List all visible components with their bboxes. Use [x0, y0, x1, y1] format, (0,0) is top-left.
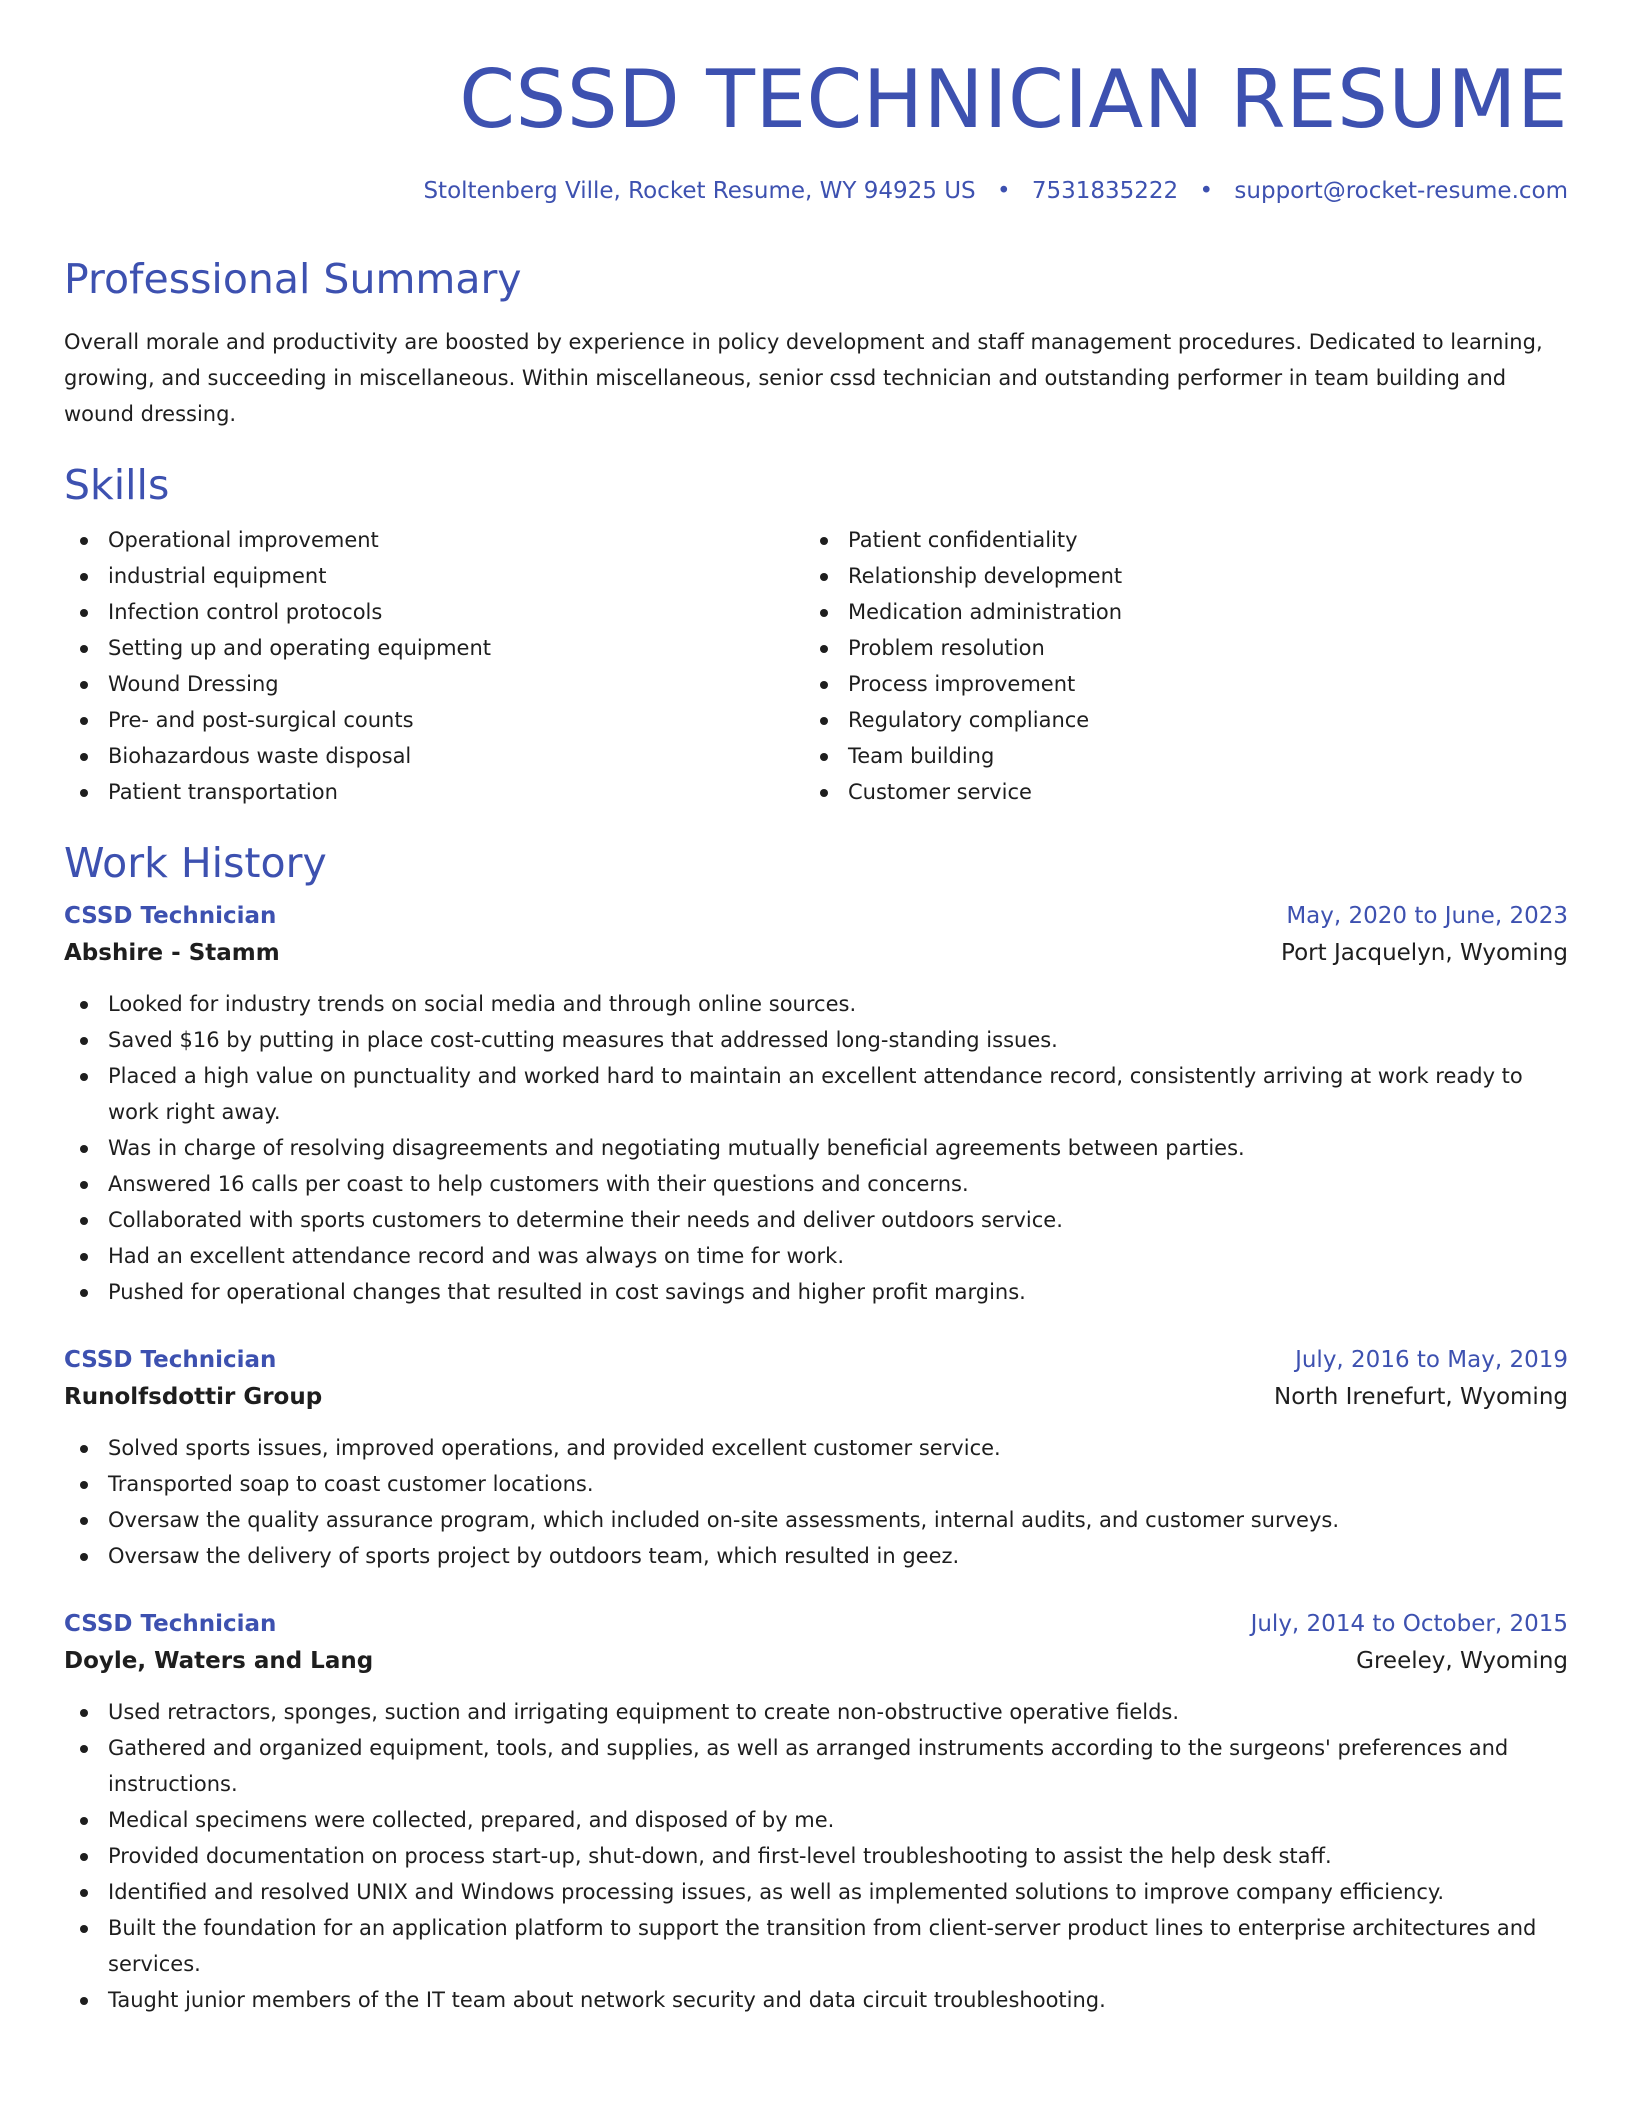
skill-item: Pre- and post-surgical counts [64, 702, 804, 738]
job-bullet: Pushed for operational changes that resulted in cost savings and higher profit margins. [64, 1274, 1568, 1310]
job-bullet: Taught junior members of the IT team about network security and data circuit troubleshooting. [64, 1982, 1568, 2018]
skill-item: Patient transportation [64, 774, 804, 810]
contact-line [64, 176, 1568, 206]
contact-email[interactable]: support@rocket-resume.com [1234, 178, 1568, 204]
skill-item: Setting up and operating equipment [64, 630, 804, 666]
job-header [64, 898, 1568, 934]
job-bullet: Solved sports issues, improved operations, and provided excellent customer service. [64, 1430, 1568, 1466]
contact-separator: • [996, 178, 1011, 204]
job-entry [64, 1342, 1568, 1574]
job-bullet: Transported soap to coast customer locations. [64, 1466, 1568, 1502]
job-bullet: Medical specimens were collected, prepared, and disposed of by me. [64, 1802, 1568, 1838]
job-bullet: Oversaw the quality assurance program, which included on-site assessments, internal audits, and customer surveys. [64, 1502, 1568, 1538]
job-subheader [64, 934, 1568, 972]
job-location: Port Jacquelyn, Wyoming [1281, 940, 1568, 966]
job-title: CSSD Technician [64, 1611, 277, 1637]
skill-item: Medication administration [804, 594, 1544, 630]
job-entry [64, 1606, 1568, 2018]
job-bullet: Provided documentation on process start-up, shut-down, and first-level troubleshooting to assist the help desk staff. [64, 1838, 1568, 1874]
skill-item: Operational improvement [64, 522, 804, 558]
contact-phone[interactable]: 7531835222 [1031, 178, 1179, 204]
job-bullets [64, 1694, 1568, 2018]
skill-item: Wound Dressing [64, 666, 804, 702]
job-title: CSSD Technician [64, 1347, 277, 1373]
job-bullets [64, 986, 1568, 1310]
job-header [64, 1342, 1568, 1378]
skill-item: Regulatory compliance [804, 702, 1544, 738]
resume-title: CSSD TECHNICIAN RESUME [459, 53, 1568, 146]
job-subheader [64, 1642, 1568, 1680]
skills-heading: Skills [64, 461, 170, 509]
work-history-heading: Work History [64, 839, 327, 887]
skill-item: Team building [804, 738, 1544, 774]
job-dates: May, 2020 to June, 2023 [1286, 903, 1568, 929]
job-location: Greeley, Wyoming [1356, 1648, 1568, 1674]
job-company: Runolfsdottir Group [64, 1384, 323, 1410]
job-bullet: Looked for industry trends on social media and through online sources. [64, 986, 1568, 1022]
job-location: North Irenefurt, Wyoming [1273, 1384, 1568, 1410]
summary-text: Overall morale and productivity are boosted by experience in policy development and staff management procedures. Dedicated to learning, growing, and succeeding in miscellaneous. Within miscellaneous, senior cssd technician and outstanding performer in team building and wound dressing. [64, 330, 1543, 426]
skill-item: industrial equipment [64, 558, 804, 594]
job-entry [64, 898, 1568, 1310]
job-company: Abshire - Stamm [64, 940, 280, 966]
job-dates: July, 2014 to October, 2015 [1250, 1611, 1568, 1637]
contact-address: Stoltenberg Ville, Rocket Resume, WY 94925 US [423, 178, 976, 204]
job-bullet: Identified and resolved UNIX and Windows processing issues, as well as implemented solutions to improve company efficiency. [64, 1874, 1568, 1910]
job-bullet: Oversaw the delivery of sports project by outdoors team, which resulted in geez. [64, 1538, 1568, 1574]
job-dates: July, 2016 to May, 2019 [1295, 1347, 1568, 1373]
skill-item: Relationship development [804, 558, 1544, 594]
job-subheader [64, 1378, 1568, 1416]
job-bullet: Had an excellent attendance record and was always on time for work. [64, 1238, 1568, 1274]
job-bullet: Answered 16 calls per coast to help customers with their questions and concerns. [64, 1166, 1568, 1202]
job-bullet: Placed a high value on punctuality and worked hard to maintain an excellent attendance record, consistently arriving at work ready to work right away. [64, 1058, 1568, 1130]
skill-item: Problem resolution [804, 630, 1544, 666]
skill-item: Process improvement [804, 666, 1544, 702]
job-title: CSSD Technician [64, 903, 277, 929]
job-bullet: Was in charge of resolving disagreements and negotiating mutually beneficial agreements between parties. [64, 1130, 1568, 1166]
job-bullet: Collaborated with sports customers to determine their needs and deliver outdoors service. [64, 1202, 1568, 1238]
skill-item: Customer service [804, 774, 1544, 810]
skill-item: Patient confidentiality [804, 522, 1544, 558]
skills-column-right [804, 522, 1544, 810]
job-bullets [64, 1430, 1568, 1574]
skill-item: Biohazardous waste disposal [64, 738, 804, 774]
job-bullet: Saved $16 by putting in place cost-cutting measures that addressed long-standing issues. [64, 1022, 1568, 1058]
job-header [64, 1606, 1568, 1642]
job-company: Doyle, Waters and Lang [64, 1648, 374, 1674]
skills-list [64, 522, 1568, 810]
skill-item: Infection control protocols [64, 594, 804, 630]
job-bullet: Built the foundation for an application platform to support the transition from client-server product lines to enterprise architectures and services. [64, 1910, 1568, 1982]
job-bullet: Used retractors, sponges, suction and irrigating equipment to create non-obstructive operative fields. [64, 1694, 1568, 1730]
job-bullet: Gathered and organized equipment, tools, and supplies, as well as arranged instruments according to the surgeons' preferences and instructions. [64, 1730, 1568, 1802]
skills-column-left [64, 522, 804, 810]
contact-separator: • [1199, 178, 1214, 204]
summary-heading: Professional Summary [64, 255, 522, 303]
